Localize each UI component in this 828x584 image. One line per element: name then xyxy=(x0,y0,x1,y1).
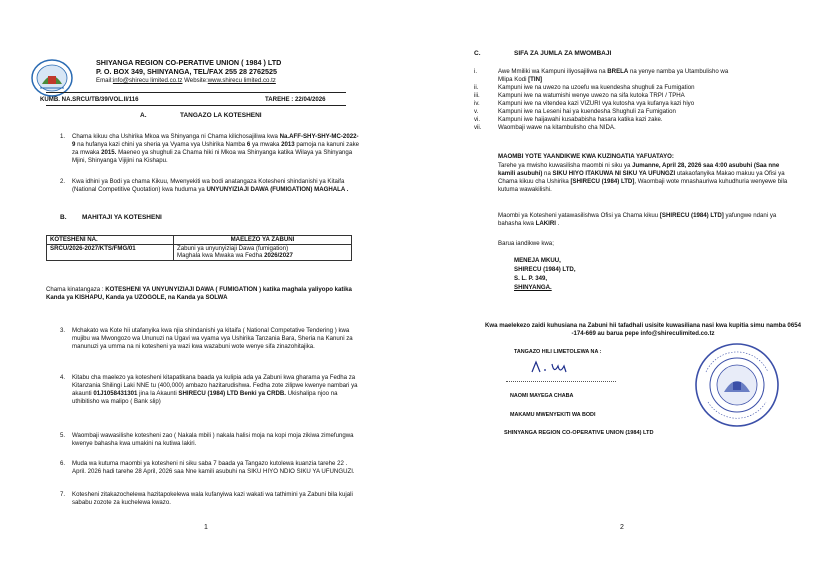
item-4-text: Kitabu cha maelezo ya kotesheni kitapatikana baada ya kulipia ada ya Zabuni kwa gharama ya Fedha za Kitanzania Shilingi Laki NNE tu (400,000) ambazo hazitarudishwa. Fedha zote zilipwe kwenye nambari ya akaunti xyxy=(72,374,358,397)
list-item-text: Kampuni iwe na watumishi wenye uwezo na sifa kutoka TRPI / TPHA xyxy=(498,92,685,99)
item-2-text: Kwa idhini ya Bodi ya chama Kikuu, Mwenyekiti wa bodi anatangaza Kotesheni shindanishi ya Kitaifa (National Competitive Quotation) kwa huduma ya xyxy=(72,178,345,193)
list-item-text: Waombaji wawe na kitambulisho cha NIDA. xyxy=(498,124,616,131)
section-a-title: TANGAZO LA KOTESHENI xyxy=(180,112,262,119)
list-item-number: ii. xyxy=(474,84,479,91)
notice-date: TAREHE : 22/04/2026 xyxy=(265,96,326,103)
official-stamp xyxy=(694,342,780,428)
list-item-text: Kampuni iwe na vitendea kazi VIZURI vya kutosha vya kufanya kazi hiyo xyxy=(498,100,695,107)
list-item-bold: [TIN] xyxy=(528,76,543,83)
item-1-year: 2013 xyxy=(281,141,295,148)
item-1-text-2: na hufanya kazi chini ya sheria ya Vyama vya Ushirika Namba xyxy=(75,141,247,148)
item-3-text: Mchakato wa Kote hii utafanyika kwa njia shindanishi ya kitaifa ( National Competative Tendering ) kwa mujibu wa Mwongozo wa Ununuzi na Ugavi wa vyama vya Ushirika Tanzania Bara, Sheria na Kanuni za manunuzi ya umma na ni kotesheni ya wazi kwa wazabuni wote wenye sifa zinazohitajika. xyxy=(72,327,353,350)
item-7-number: 7. xyxy=(60,491,66,498)
description-line-2 xyxy=(177,252,348,260)
account-number: 01J1058431301 xyxy=(93,390,138,397)
item-5-number: 5. xyxy=(60,432,66,439)
address-block xyxy=(514,256,576,292)
list-item-number: vii. xyxy=(474,124,482,131)
contact-note: Kwa maelekezo zaidi kuhusiana na Zabuni hii tafadhali usisite kuwasiliana nasi kwa kupitia simu namba 0654 -174-669 au barua pepe info@shireculimited.co.tz xyxy=(485,322,801,337)
list-item xyxy=(474,116,794,124)
list-item-text: Kampuni iwe haijawahi kusababisha hasara katika kazi zake. xyxy=(498,116,663,123)
org-address: P. O. BOX 349, SHINYANGA, TEL/FAX 255 28 2762525 xyxy=(96,67,277,76)
header-rule xyxy=(46,92,346,93)
table-row xyxy=(47,244,352,260)
list-item-number: i. xyxy=(474,68,478,75)
list-item-bold: BRELA xyxy=(607,68,629,75)
list-item xyxy=(474,68,794,76)
signatory-title: MAKAMU MWENYEKITI WA BODI xyxy=(510,412,596,418)
item-4-text-3: Ukishalipa njoo na uthibitisho wa malipo ( Bank slip) xyxy=(72,390,338,405)
intro-label: Chama kinatangaza : xyxy=(46,286,106,293)
financial-year: 2026/2027 xyxy=(264,252,293,260)
list-item-text: Kampuni iwe na uwezo na uzoefu wa kuendesha shughuli za Fumigation xyxy=(498,84,695,91)
item-1-text: Chama kikuu cha Ushirika Mkoa wa Shinyanga ni Chama kilichosajiliwa kwa xyxy=(72,133,280,140)
signature-line xyxy=(506,381,616,383)
signatory-organization: SHINYANGA REGION CO-OPERATIVE UNION (1984) LTD xyxy=(504,430,654,436)
description-line-2-text: Maghala kwa Mwaka wa Fedha xyxy=(177,252,265,260)
opening-day: SIKU HIYO ITAKUWA NI SIKU YA UFUNGZI xyxy=(552,170,676,177)
page-number-2: 2 xyxy=(620,524,624,531)
issued-by-label: TANGAZO HILI LIMETOLEWA NA : xyxy=(514,349,602,355)
item-1 xyxy=(60,133,360,165)
section-a-letter: A. xyxy=(140,112,147,119)
item-1-text-5: Maeneo ya shughuli za Chama hiki ni Mkoa wa Shinyanga katika Wilaya ya Shinyanga Mjini, Shinyanga Vijijini na Kishapu. xyxy=(72,149,353,164)
submission-text: Tarehe ya mwisho kuwasilisha maombi ni siku ya xyxy=(498,162,633,169)
reference-number: KUMB. NA.SRCU/TB/39/VOL.II/116 xyxy=(40,96,139,103)
seal-word: LAKIRI xyxy=(535,220,556,227)
quotation-intro xyxy=(46,286,356,302)
section-c-title: SIFA ZA JUMLA ZA MWOMBAJI xyxy=(514,50,612,57)
description-line-1: Zabuni ya unyunyiziaji Dawa (fumigation) xyxy=(177,244,289,252)
submission-text-4: , Waombaji wote mnashauriwa kuhudhuria wenyewe bila kutuma wawakilishi. xyxy=(498,178,788,193)
item-7-text: Kotesheni zitakazochelewa hazitapokelewa wala kufanyiwa kazi wakati wa tathimini ya Zabuni bila kujali sababu zozote za kuchelewa kwazo. xyxy=(72,491,353,506)
list-item xyxy=(474,76,794,84)
list-item-number: iv. xyxy=(474,100,480,107)
address-line: SHINYANGA. xyxy=(514,284,552,291)
item-1-text-4: pamoja na kanuni zake za mwaka xyxy=(72,141,360,156)
item-3 xyxy=(60,327,360,351)
submission-heading: MAOMBI YOTE YAANDIKWE KWA KUZINGATIA YAFUATAYO: xyxy=(498,153,674,160)
item-1-number: 1. xyxy=(60,133,66,140)
table-header-quotation-no: KOTESHENI NA. xyxy=(47,236,174,245)
item-6 xyxy=(60,460,360,476)
email-prefix: Email: xyxy=(96,77,113,84)
item-2 xyxy=(60,178,360,194)
section-b-title: MAHITAJI YA KOTESHENI xyxy=(82,214,162,221)
org-name: SHIYANGA REGION CO-PERATIVE UNION ( 1984 ) LTD xyxy=(96,58,282,67)
signature xyxy=(524,356,604,380)
header-rule-2 xyxy=(46,105,346,106)
intro-service-areas: KOTESHENI YA UNYUNYIZIAJI DAWA ( FUMIGATION ) katika maghala yaliyopo katika Kanda ya KISHAPU, Kanda ya UZOGOLE, na Kanda ya SOLWA xyxy=(46,286,352,301)
item-4 xyxy=(60,374,360,406)
list-item xyxy=(474,100,794,108)
envelope-text: Maombi ya Kotesheni yatawasilishwa Ofisi ya Chama kikuu xyxy=(498,212,660,219)
item-1-year-2: 2015. xyxy=(101,149,117,156)
qualifications-list xyxy=(474,68,794,132)
email-link[interactable]: info@shirecu limited.co.tz xyxy=(112,77,183,84)
address-line: S. L. P. 349, xyxy=(514,275,548,282)
item-6-text: Muda wa kutuma maombi ya kotesheni ni siku saba 7 baada ya Tangazo kutolewa kuanzia tarehe 22 . April. 2026 hadi tarehe 28 April, 2026 saa Nne kamili asubuhi na SIKU HIYO NDIO SIKU YA UFUNGUZI. xyxy=(72,460,355,475)
list-item xyxy=(474,124,794,132)
item-2-number: 2. xyxy=(60,178,66,185)
list-item-text: Mlipa Kodi xyxy=(498,76,529,83)
item-1-act-no: 6 xyxy=(246,141,251,148)
list-item-number: vi. xyxy=(474,116,481,123)
envelope-org: [SHIRECU (1984) LTD] xyxy=(659,212,724,219)
list-item-number: v. xyxy=(474,108,479,115)
table-cell-description xyxy=(174,244,352,260)
submission-paragraph xyxy=(498,162,794,194)
section-c-letter: C. xyxy=(474,50,481,57)
submission-text-3: utakaofanyika Makao makuu ya Ofisi ya Chama kikuu cha Ushirika xyxy=(498,170,785,185)
list-item-number: iii. xyxy=(474,92,480,99)
item-3-number: 3. xyxy=(60,327,66,334)
item-6-number: 6. xyxy=(60,460,66,467)
page-2 xyxy=(414,0,828,584)
list-item-text: Awe Mmiliki wa Kampuni iliyosajiliwa na xyxy=(498,68,608,75)
account-name: SHIRECU (1984) LTD Benki ya CRDB. xyxy=(178,390,286,397)
table-header-row xyxy=(47,236,352,245)
list-item xyxy=(474,108,794,116)
signatory-name: NAOMI MAYEGA CHABA xyxy=(510,393,574,399)
list-item xyxy=(474,84,794,92)
submission-text-2: na xyxy=(542,170,553,177)
item-4-number: 4. xyxy=(60,374,66,381)
section-b-letter: B. xyxy=(60,214,67,221)
website-prefix: Website: xyxy=(182,77,208,84)
list-item xyxy=(474,92,794,100)
list-item-text-2: na yenye namba ya Utambulisho wa xyxy=(628,68,729,75)
item-4-text-2: jina la Akaunti xyxy=(137,390,179,397)
quotation-table xyxy=(46,235,352,261)
address-line: SHIRECU (1984) LTD, xyxy=(514,266,576,273)
item-5 xyxy=(60,432,360,448)
item-7 xyxy=(60,491,360,507)
table-cell-quotation-no: SRCU/2026-2027/KTS/FMG/01 xyxy=(47,244,174,260)
deadline: Jumanne, April 28, 2026 saa 4:00 asubuhi (Saa nne kamili asubuhi) xyxy=(498,162,780,177)
list-item-number xyxy=(474,76,498,84)
item-1-text-3: ya mwaka xyxy=(250,141,282,148)
item-1-reg-no: Na.AFF-SHY-SHY-MC-2022-9 xyxy=(72,133,359,148)
list-item-text: Kampuni iwe na Leseni hai ya kuendesha Shughuli za Fumigation xyxy=(498,108,676,115)
addressed-to: Barua iandikwe kwa; xyxy=(498,240,554,247)
envelope-paragraph xyxy=(498,212,794,228)
envelope-text-3: . xyxy=(555,220,560,227)
page-number-1: 1 xyxy=(204,524,208,531)
envelope-text-2: yafungwe ndani ya bahasha kwa xyxy=(498,212,777,227)
item-2-service: UNYUNYIZIAJI DAWA (FUMIGATION) MAGHALA . xyxy=(206,186,349,193)
item-5-text: Waombaji wawasilishe kotesheni zao ( Nakala mbili ) nakala halisi moja na kopi moja zikiwa zimefungwa kwenye bahasha kwa umakini na kutiwa lakiri. xyxy=(72,432,354,447)
table-header-description: MAELEZO YA ZABUNI xyxy=(174,236,352,245)
address-line: MENEJA MKUU, xyxy=(514,257,561,264)
org-contact-line xyxy=(96,77,276,85)
submission-org: [SHIRECU (1984) LTD] xyxy=(570,178,635,185)
website-link[interactable]: www.shirecu limited.co.tz xyxy=(207,77,276,84)
